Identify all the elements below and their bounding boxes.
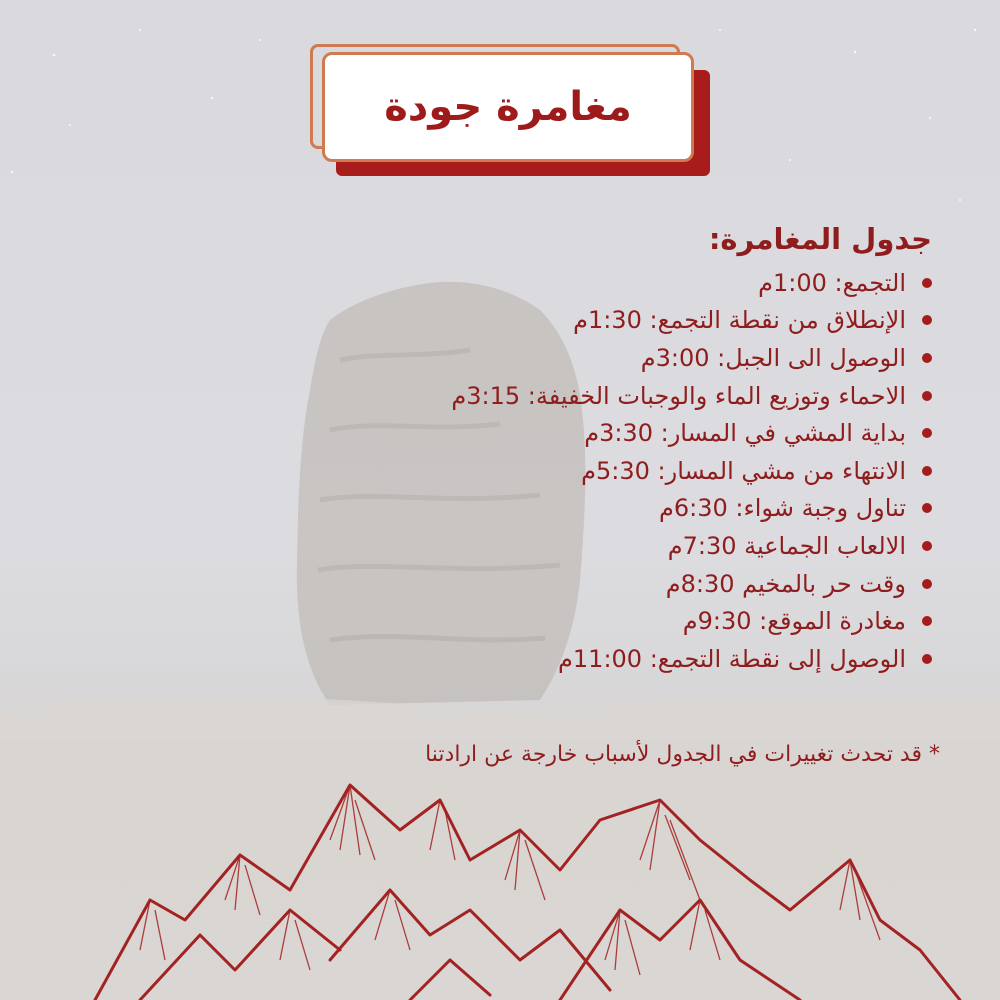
schedule-item-text: الوصول إلى نقطة التجمع: 11:00م [558,644,906,673]
schedule-section [292,222,932,678]
bullet-dot-icon [922,466,932,476]
schedule-item [292,602,932,640]
title-banner [310,44,710,184]
bullet-dot-icon [922,503,932,513]
bullet-dot-icon [922,428,932,438]
bullet-dot-icon [922,541,932,551]
bullet-dot-icon [922,391,932,401]
schedule-item [292,490,932,528]
schedule-item [292,527,932,565]
schedule-item-text: الالعاب الجماعية 7:30م [667,531,906,560]
schedule-item [292,264,932,302]
bullet-dot-icon [922,579,932,589]
schedule-item [292,377,932,415]
schedule-list [292,264,932,678]
bullet-dot-icon [922,353,932,363]
bullet-dot-icon [922,654,932,664]
title-box [322,52,694,162]
schedule-heading: جدول المغامرة: [708,222,932,256]
schedule-item [292,452,932,490]
schedule-item [292,339,932,377]
schedule-item-text: الإنطلاق من نقطة التجمع: 1:30م [573,306,906,335]
schedule-item-text: بداية المشي في المسار: 3:30م [584,419,906,448]
schedule-item-text: الانتهاء من مشي المسار: 5:30م [581,456,906,485]
schedule-item-text: الوصول الى الجبل: 3:00م [640,343,906,372]
bullet-dot-icon [922,616,932,626]
disclaimer-note: * قد تحدث تغييرات في الجدول لأسباب خارجة عن ارادتنا [425,742,940,767]
schedule-item-text: مغادرة الموقع: 9:30م [682,607,906,636]
schedule-item-text: وقت حر بالمخيم 8:30م [665,569,906,598]
schedule-item [292,414,932,452]
bullet-dot-icon [922,278,932,288]
mountain-range-icon [0,760,1000,1000]
bullet-dot-icon [922,315,932,325]
schedule-item [292,302,932,340]
schedule-item [292,565,932,603]
schedule-item-text: التجمع: 1:00م [758,268,906,297]
schedule-item [292,640,932,678]
schedule-item-text: الاحماء وتوزيع الماء والوجبات الخفيفة: 3:15م [451,381,906,410]
schedule-item-text: تناول وجبة شواء: 6:30م [659,494,906,523]
page-title: مغامرة جودة [384,84,632,130]
